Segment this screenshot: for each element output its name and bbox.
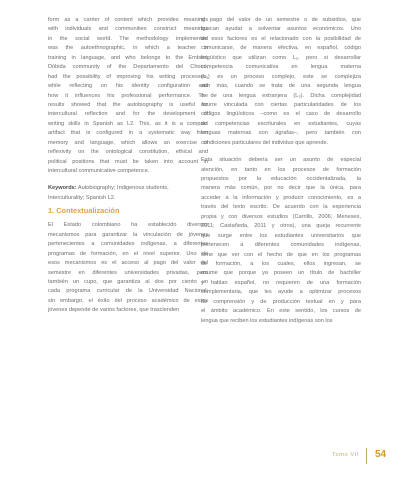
volume-label: Tomo VII bbox=[332, 452, 359, 458]
text-line: atención, en tanto en los procesos de formación bbox=[201, 166, 361, 173]
text-line: Dóbida community of the Departamento del Chocó, bbox=[48, 64, 208, 71]
text-line: aún más, cuando se trata de una segunda lengua bbox=[201, 83, 361, 90]
text-line: lingüístico que utilizan como L₂, pero si desarrollar bbox=[201, 54, 361, 61]
text-line: lenguas maternas son ágrafas–, pero también con bbox=[201, 130, 361, 137]
text-line: través del texto escrito. De acuerdo con la experiencia bbox=[201, 204, 361, 211]
text-line: cada programa curricular de la Universidad Nacional; bbox=[48, 288, 208, 295]
text-line: sin embargo, el éxito del proceso académico de estos bbox=[48, 297, 208, 304]
text-line: in the social world. The methodology implemented bbox=[48, 35, 208, 42]
page-footer bbox=[0, 448, 411, 464]
text-line: propia y con diversos estudios (Carrillo, 2006; Meneses, bbox=[201, 213, 361, 220]
text-line: how it influences his professional performance. The bbox=[48, 92, 208, 99]
page-number: 54 bbox=[375, 449, 387, 460]
text-line: pertenecientes a comunidades indígenas, a diferentes bbox=[48, 241, 208, 248]
text-line: propuestos por la educación occidentalizada, la bbox=[201, 176, 361, 182]
footer-divider bbox=[366, 448, 367, 464]
text-line: pertenecen a diferentes comunidades indígenas, bbox=[201, 242, 361, 249]
text-line: results showed that the autobiography is useful for bbox=[48, 101, 208, 108]
text-line: ocurre vinculada con ciertas particularidades de los bbox=[201, 101, 361, 108]
text-line: de competencias escriturales en estudiantes, cuyas bbox=[201, 120, 361, 127]
abstract-paragraph bbox=[48, 16, 208, 176]
text-line: while reflecting on his identity configuration and bbox=[48, 83, 208, 90]
text-line: reflexivity on the ontological constitution, ethical and bbox=[48, 149, 208, 156]
text-line: 2011; Castañeda, 2011 y otros), una queja recurrente bbox=[201, 223, 361, 230]
text-line: lengua que reciben los estudiantes indígenas son los bbox=[201, 317, 333, 324]
text-line: Esta situación debería ser un asunto de especial bbox=[201, 157, 361, 164]
text-line: tiene que ver con el hecho de que en los programas bbox=[201, 251, 361, 258]
keywords-label: Keywords: bbox=[48, 185, 77, 192]
text-line: o de una lengua extranjera (L₃). Dicha complejidad bbox=[201, 92, 361, 99]
text-line: had the possibility of improving his writing processes, bbox=[48, 73, 208, 80]
body-paragraph bbox=[201, 156, 361, 326]
text-line: writing skills in Spanish as L2. This, as it is a compact bbox=[48, 120, 208, 127]
text-line: de comprensión y de producción textual en y para bbox=[201, 298, 361, 305]
text-line: intercultural communicative competence. bbox=[48, 168, 150, 174]
section-heading: 1. Contextualización bbox=[48, 206, 120, 216]
text-line: intercultural reflection and for the development of bbox=[48, 111, 208, 118]
text-line: códigos lingüísticos –como es el caso de desarrollo bbox=[201, 111, 361, 118]
text-line: was the autoethnographic, in which a teacher in bbox=[48, 45, 208, 52]
text-line: semestre en diferentes universidades privadas, pero bbox=[48, 269, 208, 276]
right-column bbox=[201, 16, 361, 326]
text-line: condiciones particulares del individuo que aprende. bbox=[201, 139, 329, 146]
text-line: el pago del valor de un semestre o de subsidios, que bbox=[201, 17, 361, 23]
text-line: que surge entre los estudiantes universitarios que bbox=[201, 232, 361, 239]
text-line: y hablan español, no requieren de una formación bbox=[201, 279, 361, 286]
text-line: memory and language, which allows an exercise of bbox=[48, 139, 208, 146]
text-line: mecanismos para garantizar la vinculación de jóvenes bbox=[48, 231, 208, 238]
text-line: el ámbito académico. En este sentido, los cursos de bbox=[201, 308, 361, 315]
text-line: buscan ayudar a solventar asuntos económicos. Uno bbox=[201, 26, 361, 33]
text-line: El Estado colombiano ha establecido diversos bbox=[48, 222, 208, 229]
text-line: complementaria, que les ayude a optimizar procesos bbox=[201, 289, 361, 296]
text-line: (L₁) es un proceso complejo, este se complejiza bbox=[201, 73, 361, 80]
text-line: political positions that must be taken into account in bbox=[48, 158, 208, 165]
text-line: form as a carrier of content which provides meanings bbox=[48, 17, 208, 23]
text-line: training in language, and who belongs to the Emberá bbox=[48, 54, 208, 61]
text-line: jóvenes depende de varios factores, que trascienden bbox=[48, 307, 180, 314]
text-line: de formación, a los cuales, ellos ingresan, se bbox=[201, 260, 361, 267]
text-line: esos mecanismos es el acceso al pago del valor del bbox=[48, 260, 208, 267]
text-line: acceder a la información y producir conocimiento, es a bbox=[201, 194, 361, 201]
text-line: competencia comunicativa en lengua materna bbox=[201, 64, 361, 71]
text-line: asume que porque ya poseen un título de bachiller bbox=[201, 270, 361, 277]
keywords-line-2: Interculturality; Spanish L2. bbox=[48, 194, 116, 201]
body-paragraph bbox=[48, 221, 208, 315]
left-column bbox=[48, 16, 208, 316]
text-line: programas de formación, en el nivel superior. Uno de bbox=[48, 250, 208, 257]
text-line: también un cupo, que garantiza al dos por ciento un bbox=[48, 278, 208, 285]
text-line: de esos factores es el relacionado con la posibilidad de bbox=[201, 35, 361, 42]
body-paragraph bbox=[201, 16, 361, 148]
text-line: comunicarse, de manera efectiva, en español, código bbox=[201, 45, 361, 52]
text-line: artifact that is configured in a systematic way from bbox=[48, 130, 208, 137]
text-line: manera más común, por no decir que la única, para bbox=[201, 185, 361, 192]
text-line: with individuals and communities construct meanings bbox=[48, 26, 208, 33]
keywords-line bbox=[48, 184, 208, 193]
keywords-text: Autobiography; Indigenous students, bbox=[76, 185, 169, 192]
